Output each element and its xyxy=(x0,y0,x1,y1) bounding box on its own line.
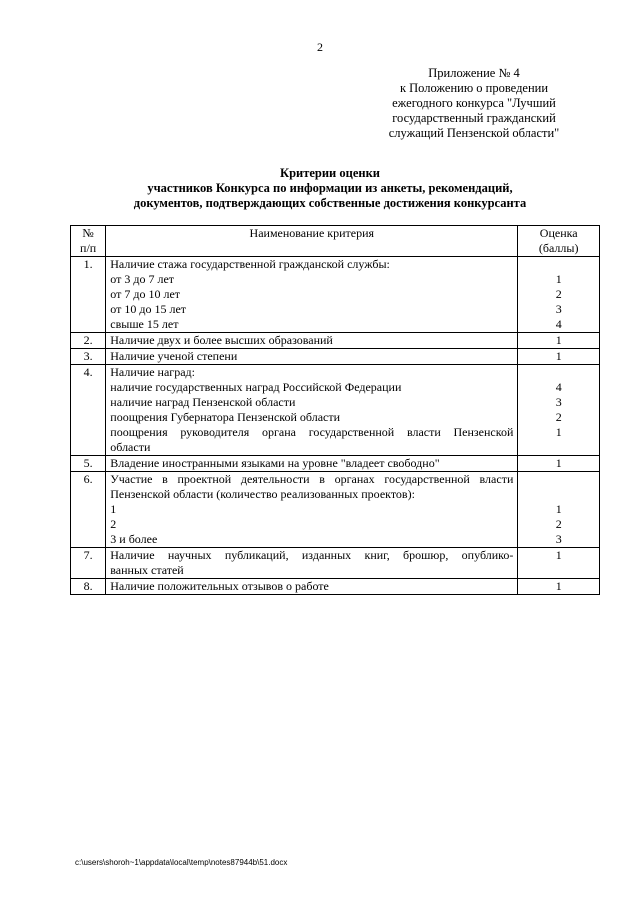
appendix-line: служащий Пензенской области" xyxy=(388,126,560,140)
criterion-line: Наличие положительных отзывов о работе xyxy=(110,579,329,593)
row-number: 4. xyxy=(71,365,106,456)
criterion-line: Наличие научных публикаций, изданных книг, брошюр, опублико- xyxy=(110,548,514,562)
criterion-line: области xyxy=(110,440,151,454)
criterion-score xyxy=(518,333,600,349)
header-num xyxy=(71,226,106,257)
row-number: 2. xyxy=(71,333,106,349)
criterion-line: Наличие стажа государственной гражданской службы: xyxy=(110,257,390,271)
criteria-table xyxy=(70,225,600,595)
criterion-line: Наличие двух и более высших образований xyxy=(110,333,333,347)
criterion-line: ванных статей xyxy=(110,563,184,577)
criterion-score xyxy=(518,349,600,365)
table-row xyxy=(71,456,600,472)
score-value: 1 xyxy=(555,349,562,363)
table-header-row xyxy=(71,226,600,257)
criterion-score xyxy=(518,579,600,595)
score-value: 1 xyxy=(555,579,562,593)
criterion-line: Участие в проектной деятельности в органах государственной власти xyxy=(110,472,514,486)
score-value: 1 xyxy=(555,272,562,286)
criterion-score xyxy=(518,365,600,456)
criterion-name xyxy=(106,456,518,472)
score-value: 1 xyxy=(555,502,562,516)
table-row xyxy=(71,349,600,365)
appendix-line: к Положению о проведении xyxy=(399,81,549,95)
criterion-name xyxy=(106,333,518,349)
criterion-line: поощрения руководителя органа государственной власти Пензенской xyxy=(110,425,514,439)
criterion-line: 3 и более xyxy=(110,532,158,546)
title-line: документов, подтверждающих собственные достижения конкурсанта xyxy=(133,196,527,210)
table-row xyxy=(71,365,600,456)
score-value: 3 xyxy=(555,395,562,409)
criterion-name xyxy=(106,548,518,579)
criterion-name xyxy=(106,472,518,548)
criterion-line: Владение иностранными языками на уровне "владеет свободно" xyxy=(110,456,440,470)
criterion-line: поощрения Губернатора Пензенской области xyxy=(110,410,341,424)
score-value: 2 xyxy=(555,517,562,531)
score-value: 4 xyxy=(555,317,562,331)
score-value: 3 xyxy=(555,532,562,546)
header-score-line: (баллы) xyxy=(538,241,579,255)
score-value: 2 xyxy=(555,410,562,424)
row-number: 3. xyxy=(71,349,106,365)
score-value: 4 xyxy=(555,380,562,394)
criterion-line: Наличие наград: xyxy=(110,365,195,379)
criterion-line: наличие наград Пензенской области xyxy=(110,395,296,409)
score-value: 1 xyxy=(555,456,562,470)
table-row xyxy=(71,548,600,579)
row-number: 6. xyxy=(71,472,106,548)
criterion-line: Наличие ученой степени xyxy=(110,349,238,363)
header-num-line: п/п xyxy=(80,241,97,255)
row-number: 8. xyxy=(71,579,106,595)
footer-file-path: c:\users\shoroh~1\appdata\local\temp\notes87944b\51.docx xyxy=(75,858,288,867)
criterion-line: Пензенской области (количество реализованных проектов): xyxy=(110,487,415,501)
criterion-score xyxy=(518,548,600,579)
table-body xyxy=(71,257,600,595)
header-score-line: Оценка xyxy=(539,226,578,240)
criterion-name xyxy=(106,365,518,456)
criterion-score xyxy=(518,456,600,472)
criterion-line: 1 xyxy=(110,502,117,516)
document-title xyxy=(60,166,600,211)
criterion-line: 2 xyxy=(110,517,117,531)
criterion-line: от 7 до 10 лет xyxy=(110,287,181,301)
score-value: 3 xyxy=(555,302,562,316)
criterion-score xyxy=(518,257,600,333)
criterion-name xyxy=(106,257,518,333)
header-num-line: № xyxy=(82,226,94,240)
appendix-line: Приложение № 4 xyxy=(428,66,520,80)
criterion-name xyxy=(106,579,518,595)
appendix-line: государственный гражданский xyxy=(392,111,556,125)
criterion-name xyxy=(106,349,518,365)
title-line: участников Конкурса по информации из анкеты, рекомендаций, xyxy=(147,181,513,195)
title-line: Критерии оценки xyxy=(280,166,380,180)
table-row xyxy=(71,579,600,595)
header-name: Наименование критерия xyxy=(106,226,518,257)
row-number: 7. xyxy=(71,548,106,579)
appendix-block xyxy=(360,66,588,141)
score-value: 1 xyxy=(555,425,562,439)
table-row xyxy=(71,257,600,333)
table-row xyxy=(71,333,600,349)
criterion-line: свыше 15 лет xyxy=(110,317,179,331)
score-value: 1 xyxy=(555,333,562,347)
criterion-line: от 3 до 7 лет xyxy=(110,272,175,286)
page-number: 2 xyxy=(317,40,323,54)
criterion-score xyxy=(518,472,600,548)
appendix-line: ежегодного конкурса "Лучший xyxy=(392,96,556,110)
score-value: 2 xyxy=(555,287,562,301)
row-number: 5. xyxy=(71,456,106,472)
criterion-line: от 10 до 15 лет xyxy=(110,302,187,316)
table-row xyxy=(71,472,600,548)
score-value: 1 xyxy=(555,548,562,562)
row-number: 1. xyxy=(71,257,106,333)
criterion-line: наличие государственных наград Российской Федерации xyxy=(110,380,402,394)
header-score xyxy=(518,226,600,257)
